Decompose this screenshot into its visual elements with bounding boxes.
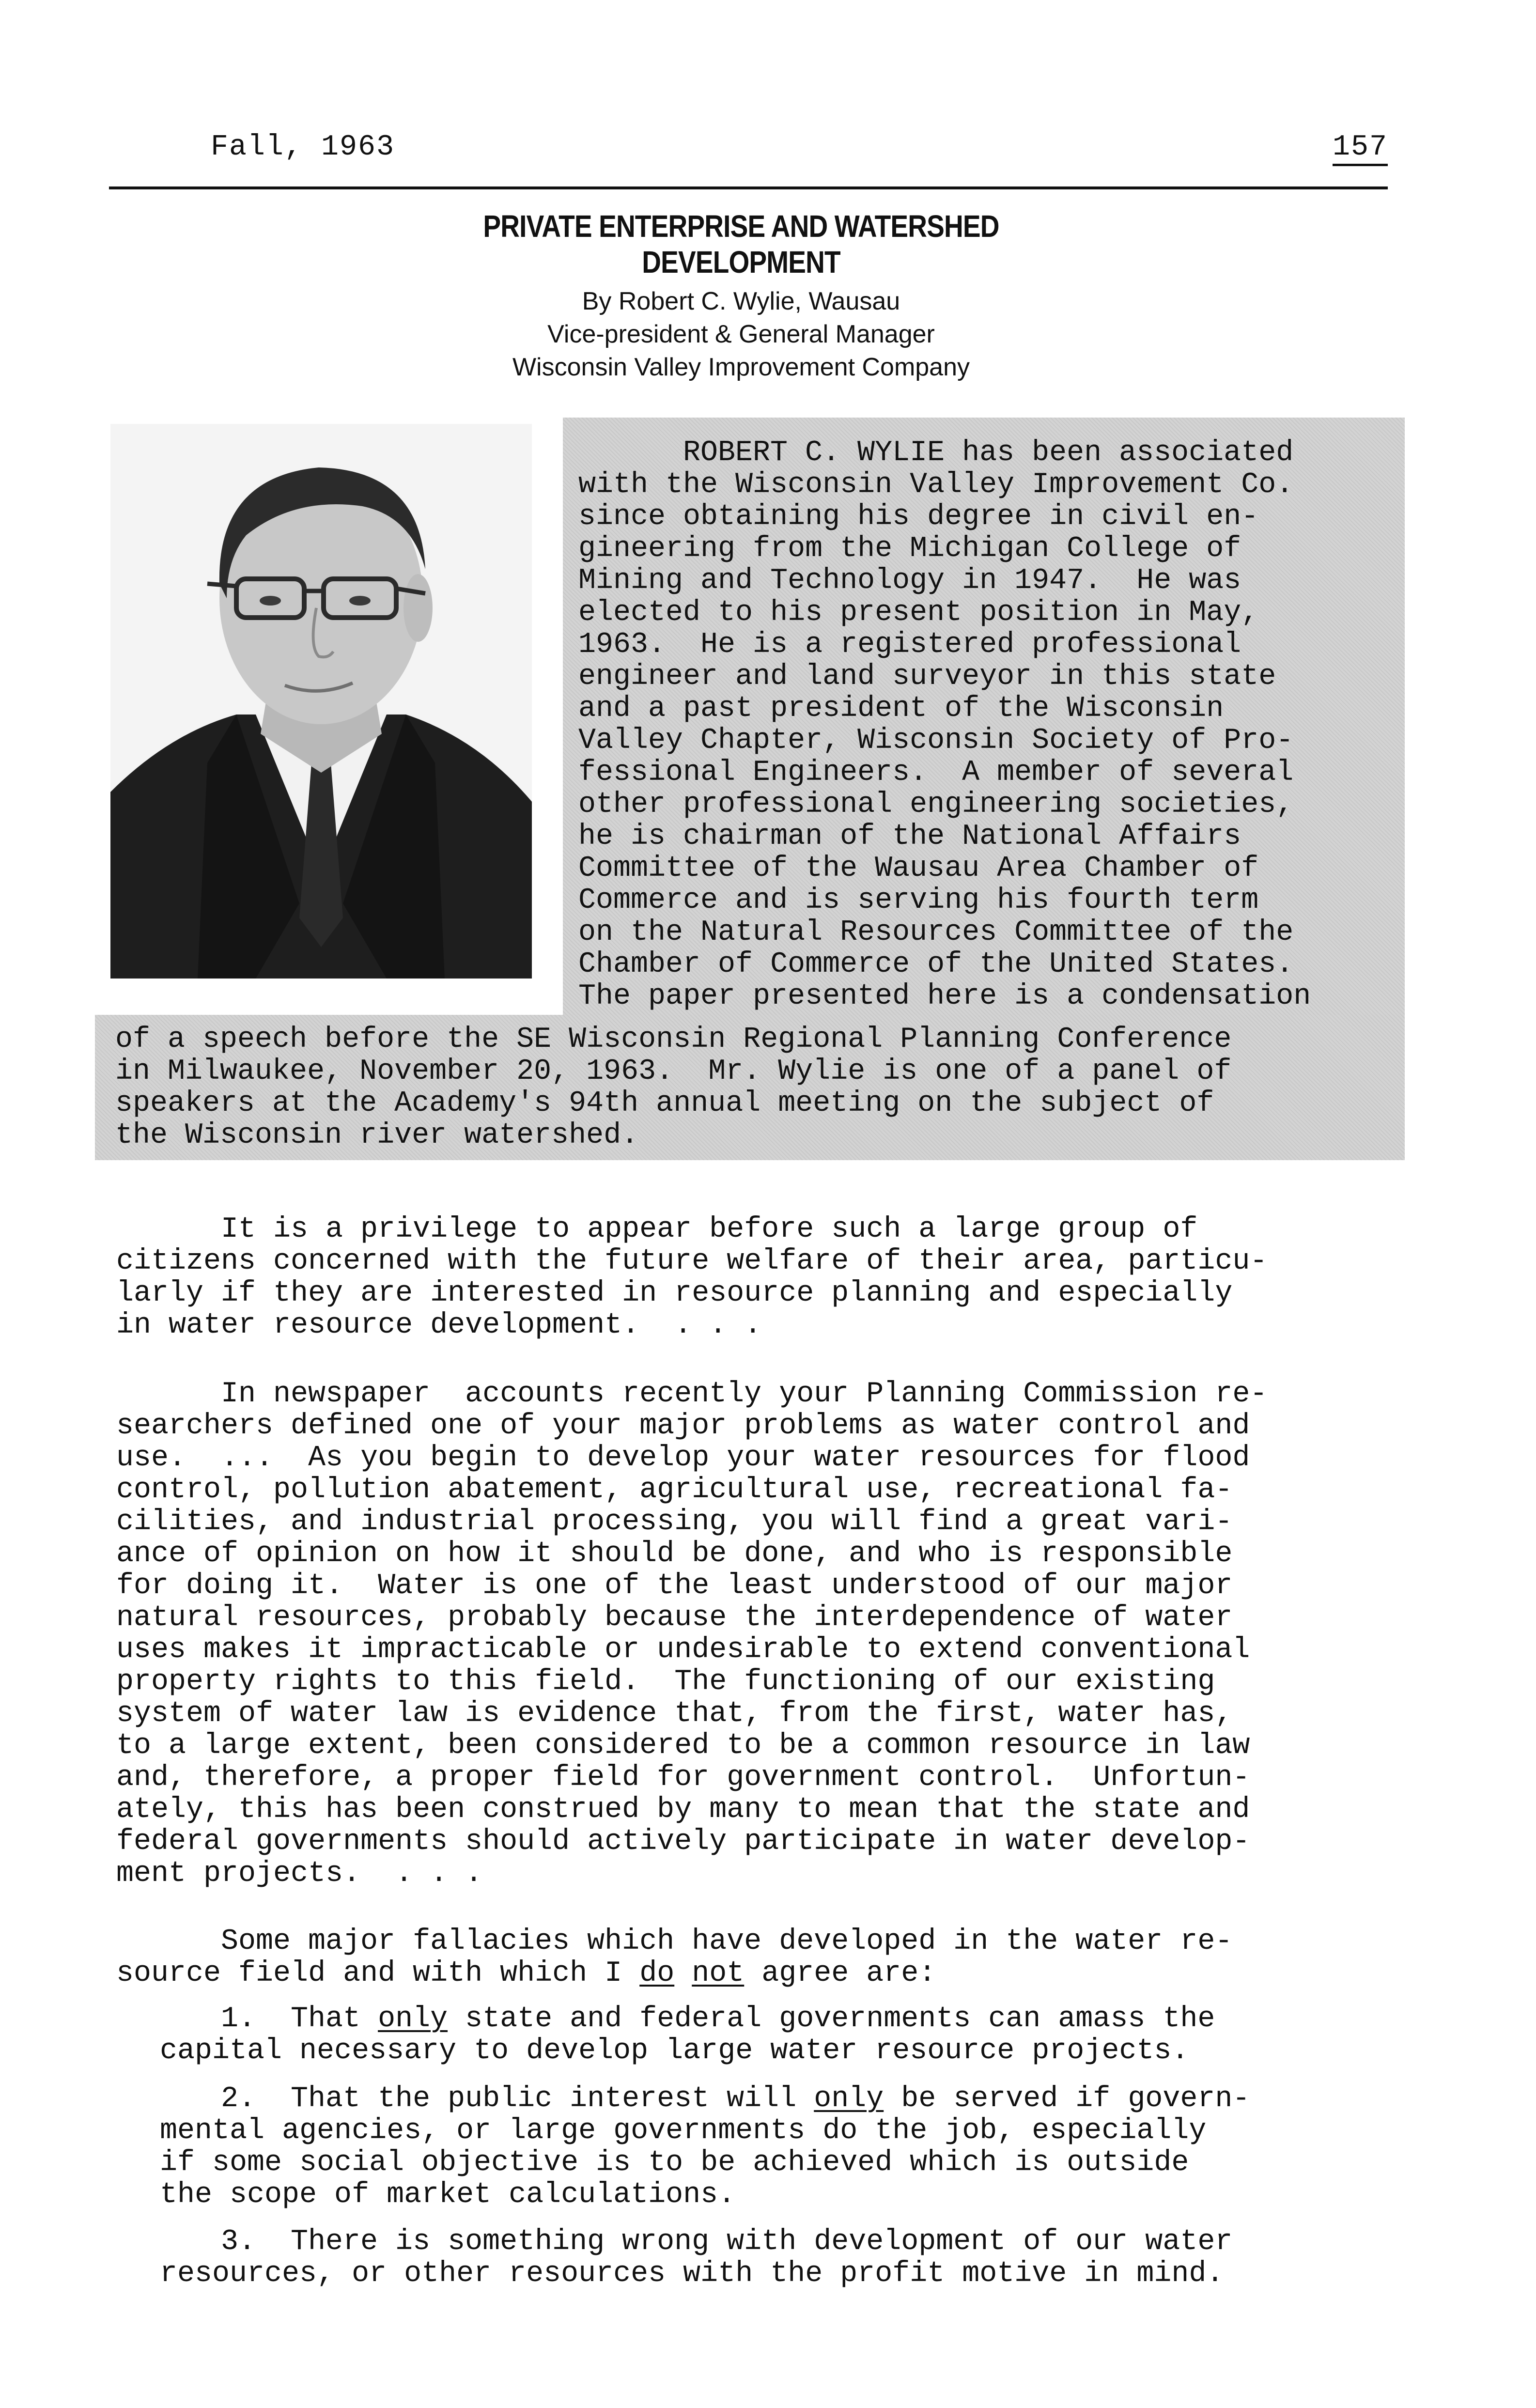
biography-text-upper bbox=[578, 437, 1311, 1012]
issue-season: Fall, 1963 bbox=[211, 131, 395, 164]
biography-text-lower bbox=[115, 1024, 1231, 1151]
fallacy-item-2 bbox=[160, 2083, 1250, 2211]
text-segment: agree are: bbox=[744, 1957, 936, 1990]
text-segment: be served if govern- bbox=[884, 2082, 1250, 2115]
text-line: to a large extent, been considered to be a common resource in law bbox=[116, 1729, 1250, 1762]
bio-line: other professional engineering societies, bbox=[578, 788, 1294, 821]
underlined-word: only bbox=[814, 2082, 884, 2115]
bio-line: engineer and land surveyor in this state bbox=[578, 660, 1276, 693]
underlined-word: not bbox=[692, 1957, 745, 1990]
text-line: It is a privilege to appear before such a large group of bbox=[221, 1213, 1198, 1246]
header-rule bbox=[109, 186, 1388, 189]
text-line: cilities, and industrial processing, you will find a great vari- bbox=[116, 1506, 1233, 1538]
running-header bbox=[109, 131, 1388, 189]
bio-line: with the Wisconsin Valley Improvement Co. bbox=[578, 468, 1294, 501]
fallacy-item-3 bbox=[160, 2226, 1232, 2290]
text-line: use. ... As you begin to develop your water resources for flood bbox=[116, 1442, 1250, 1475]
text-line: natural resources, probably because the interdependence of water bbox=[116, 1601, 1233, 1634]
bio-line: since obtaining his degree in civil en- bbox=[578, 500, 1259, 533]
paragraph-2 bbox=[116, 1378, 1267, 1890]
text-line: In newspaper accounts recently your Planning Commission re- bbox=[221, 1378, 1268, 1411]
text-line bbox=[116, 1957, 1232, 1989]
text-segment: state and federal governments can amass the bbox=[448, 2003, 1215, 2035]
paragraph-1 bbox=[116, 1213, 1267, 1341]
article-title-block bbox=[339, 208, 1143, 384]
biography-box-upper bbox=[563, 418, 1405, 1016]
paragraph-3 bbox=[116, 1926, 1232, 1989]
fallacy-item-1 bbox=[160, 2003, 1215, 2067]
text-line: mental agencies, or large governments do the job, especially bbox=[160, 2114, 1207, 2147]
text-line: ately, this has been construed by many to mean that the state and bbox=[116, 1793, 1250, 1826]
text-line: system of water law is evidence that, from the first, water has, bbox=[116, 1697, 1233, 1730]
bio-line: fessional Engineers. A member of several bbox=[578, 756, 1294, 789]
text-line bbox=[160, 2003, 1215, 2035]
bio-line: of a speech before the SE Wisconsin Regional Planning Conference bbox=[115, 1023, 1232, 1056]
bio-line: Chamber of Commerce of the United States. bbox=[578, 948, 1294, 981]
bio-line: Committee of the Wausau Area Chamber of bbox=[578, 852, 1259, 885]
text-segment: 2. That the public interest will bbox=[221, 2082, 814, 2115]
page-number: 157 bbox=[1333, 131, 1388, 166]
text-line: federal governments should actively participate in water develop- bbox=[116, 1825, 1250, 1858]
text-line: control, pollution abatement, agricultural use, recreational fa- bbox=[116, 1474, 1233, 1507]
text-line: property rights to this field. The functioning of our existing bbox=[116, 1665, 1215, 1698]
text-line: resources, or other resources with the profit motive in mind. bbox=[160, 2257, 1224, 2290]
underlined-word: only bbox=[378, 2003, 448, 2035]
article-byline: By Robert C. Wylie, Wausau bbox=[582, 287, 900, 315]
bio-line: Mining and Technology in 1947. He was bbox=[578, 564, 1241, 597]
author-position: Vice-president & General Manager bbox=[547, 320, 935, 348]
bio-line: ROBERT C. WYLIE has been associated bbox=[683, 436, 1294, 469]
text-line: citizens concerned with the future welfare of their area, particu- bbox=[116, 1245, 1268, 1278]
text-line: larly if they are interested in resource planning and especially bbox=[116, 1277, 1233, 1310]
text-line: capital necessary to develop large water resource projects. bbox=[160, 2035, 1189, 2067]
bio-line: the Wisconsin river watershed. bbox=[115, 1119, 639, 1152]
biography-box-lower bbox=[95, 1015, 1405, 1160]
text-line: searchers defined one of your major problems as water control and bbox=[116, 1410, 1250, 1443]
text-line: ment projects. . . . bbox=[116, 1857, 483, 1890]
text-line bbox=[160, 2083, 1250, 2115]
underlined-word: do bbox=[639, 1957, 675, 1990]
text-line: and, therefore, a proper field for government control. Unfortun- bbox=[116, 1761, 1250, 1794]
text-line: for doing it. Water is one of the least understood of our major bbox=[116, 1569, 1233, 1602]
author-portrait-photo bbox=[110, 424, 532, 979]
text-line: Some major fallacies which have developed in the water re- bbox=[221, 1925, 1233, 1958]
bio-line: in Milwaukee, November 20, 1963. Mr. Wylie is one of a panel of bbox=[115, 1055, 1232, 1088]
bio-line: he is chairman of the National Affairs bbox=[578, 820, 1241, 853]
portrait-illustration bbox=[110, 424, 532, 979]
bio-line: 1963. He is a registered professional bbox=[578, 628, 1241, 661]
text-segment: 1. That bbox=[221, 2003, 378, 2035]
bio-line: Valley Chapter, Wisconsin Society of Pro- bbox=[578, 724, 1294, 757]
text-line: if some social objective is to be achieved which is outside bbox=[160, 2146, 1189, 2179]
text-line: ance of opinion on how it should be done, and who is responsible bbox=[116, 1538, 1233, 1570]
text-line: uses makes it impracticable or undesirable to extend conventional bbox=[116, 1633, 1250, 1666]
bio-line: Commerce and is serving his fourth term bbox=[578, 884, 1259, 917]
text-line: 3. There is something wrong with development of our water bbox=[221, 2225, 1233, 2258]
article-title: PRIVATE ENTERPRISE AND WATERSHED DEVELOPMENT bbox=[483, 209, 999, 280]
text-line: in water resource development. . . . bbox=[116, 1309, 762, 1342]
author-company: Wisconsin Valley Improvement Company bbox=[512, 353, 970, 381]
bio-line: elected to his present position in May, bbox=[578, 596, 1259, 629]
text-line: the scope of market calculations. bbox=[160, 2178, 736, 2211]
bio-line: speakers at the Academy's 94th annual meeting on the subject of bbox=[115, 1087, 1214, 1120]
bio-line: The paper presented here is a condensation bbox=[578, 980, 1311, 1013]
text-segment: source field and with which I bbox=[116, 1957, 640, 1990]
bio-line: on the Natural Resources Committee of the bbox=[578, 916, 1294, 949]
bio-line: gineering from the Michigan College of bbox=[578, 532, 1241, 565]
bio-line: and a past president of the Wisconsin bbox=[578, 692, 1224, 725]
